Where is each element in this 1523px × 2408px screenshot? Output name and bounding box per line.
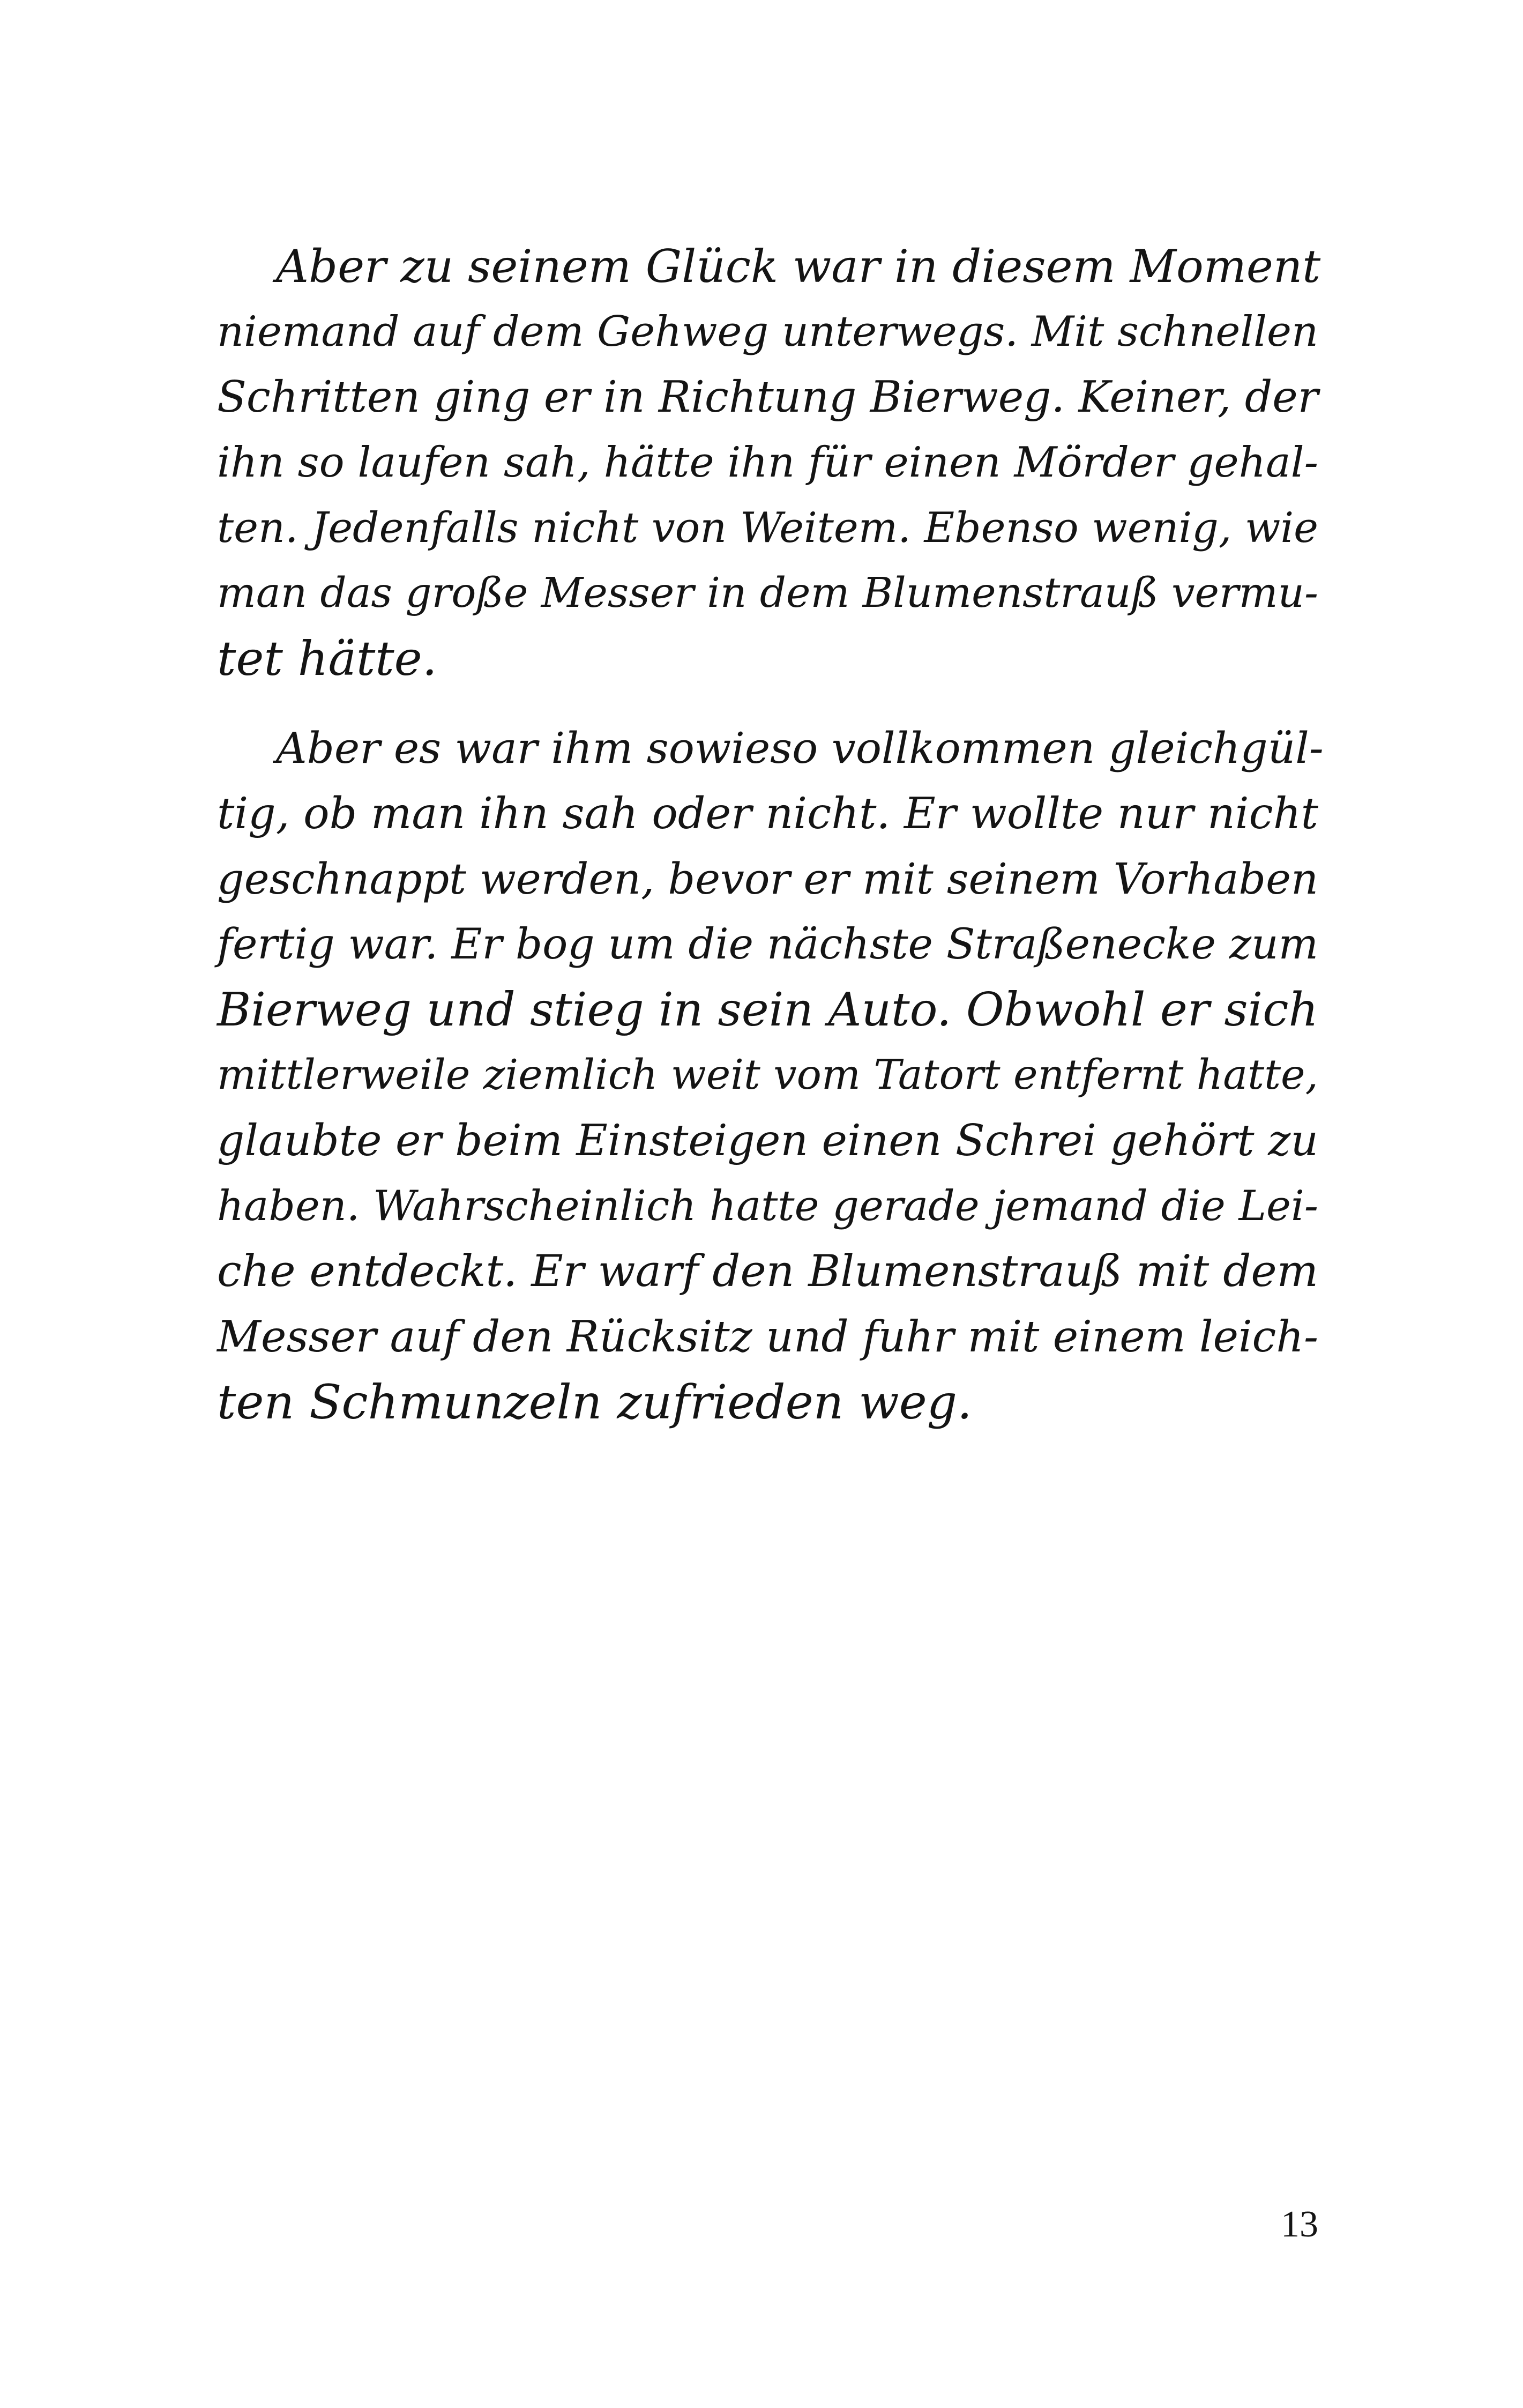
text-line: mittlerweile ziemlich weit vom Tatort entfernt hatte, bbox=[217, 1051, 1318, 1099]
text-line: Schritten ging er in Richtung Bierweg. Keiner, der bbox=[217, 372, 1318, 422]
text-line: ten Schmunzeln zufrieden weg. bbox=[217, 1374, 973, 1430]
text-line: niemand auf dem Gehweg unterwegs. Mit schnellen bbox=[217, 308, 1318, 356]
text-line: geschnappt werden, bevor er mit seinem Vorhaben bbox=[217, 854, 1318, 904]
text-line: glaubte er beim Einsteigen einen Schrei gehört zu bbox=[217, 1116, 1318, 1165]
text-line: Messer auf den Rücksitz und fuhr mit einem leich- bbox=[217, 1312, 1318, 1362]
text-line: tet hätte. bbox=[217, 631, 437, 686]
text-line: Bierweg und stieg in sein Auto. Obwohl er sich bbox=[217, 983, 1318, 1037]
paragraph-2 bbox=[217, 716, 1324, 1435]
text-line: Aber zu seinem Glück war in diesem Moment bbox=[276, 240, 1321, 293]
text-line: ten. Jedenfalls nicht von Weitem. Ebenso wenig, wie bbox=[217, 504, 1318, 552]
text-line: man das große Messer in dem Blumenstrauß vermu- bbox=[217, 569, 1319, 617]
paragraph-1 bbox=[217, 234, 1321, 692]
page-number: 13 bbox=[1281, 2204, 1318, 2245]
body-text bbox=[217, 234, 1324, 1435]
text-line: tig, ob man ihn sah oder nicht. Er wollte nur nicht bbox=[217, 789, 1318, 839]
text-line: ihn so laufen sah, hätte ihn für einen Mörder gehal- bbox=[217, 438, 1318, 487]
text-line: che entdeckt. Er warf den Blumenstrauß mit dem bbox=[217, 1246, 1318, 1297]
text-line: Aber es war ihm sowieso vollkommen gleichgül- bbox=[276, 723, 1324, 773]
text-line: haben. Wahrscheinlich hatte gerade jemand die Lei- bbox=[217, 1182, 1318, 1230]
text-line: fertig war. Er bog um die nächste Straßenecke zum bbox=[217, 920, 1318, 969]
